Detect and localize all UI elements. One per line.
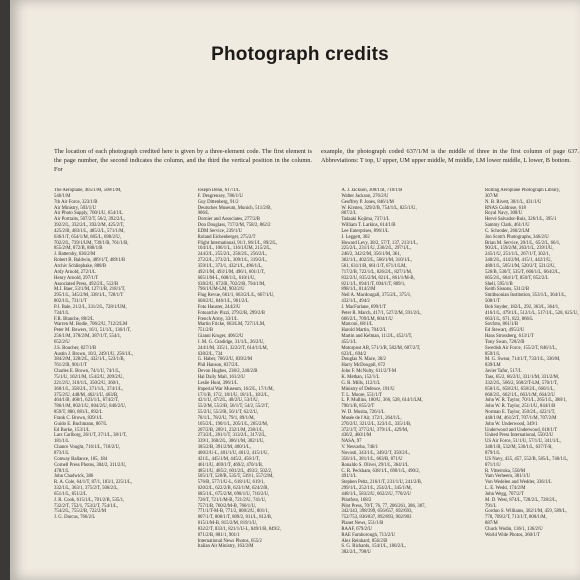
credit-entry: Lee Enterprises, 896/1/L: [341, 228, 389, 234]
credits-column-1: [54, 188, 154, 576]
credit-entry: F. Desgrenzey, 786/1/U: [197, 193, 243, 199]
credit-entry: Ardy Arnold, 272/1/L: [54, 269, 96, 275]
credit-entry: 665/2/L, 684/1/T, 850/T, 852/2/L: [484, 275, 549, 281]
credit-entry: 796/1/UM-LM, 903/2/U: [197, 287, 245, 293]
credit-entry: F.R. Blanche, 88/2/L: [54, 316, 94, 322]
credit-entry: 207/2/B, 209/1, 232/1/M, 238/1/L,: [197, 427, 265, 433]
credit-entry: Von Wedelen and Wedder, 336/1/L: [484, 480, 552, 486]
credit-entry: Chance Vought, 716/1/L, 718/2/U,: [54, 445, 121, 451]
credit-entry: 871/2/B, 881/1, 901/1: [197, 532, 240, 538]
credit-entry: 491/1/L: [341, 474, 357, 480]
credit-entry: 821/1/L, 694/1/T, 694/1/T, 809/1,: [341, 281, 406, 287]
credit-entry: RAAF, 679/2/U: [341, 526, 372, 532]
credit-entry: Geoffrey P. Jones, 846/1/M: [341, 199, 394, 205]
credit-entry: 245/1/U, 251/1/L, 267/1/T, 302/1,: [484, 252, 551, 258]
credit-entry: 375/2/U, 448/M, 462/1/U, 463/B,: [54, 392, 119, 398]
credit-entry: International News Photos, 655/2: [197, 538, 262, 544]
credit-entry: 332/2/L, 566/2, 568/2/T-LM, 570/1/T,: [484, 380, 558, 386]
credit-entry: Neil A. Macdougall, 375/2/L, 375/1,: [341, 293, 412, 299]
credit-entry: Novosti, 343/1/L, 349/2/T, 350/2/L,: [341, 450, 411, 456]
credit-entry: 485/1/U, 485/2, 601/2/L, 493/2, 502/2,: [197, 468, 273, 474]
intro-column-right: example, the photograph coded 637/1/M is the middle of three in the first column of page 637. Abbreviations: T top, U upper, UM upper middle, M middle, LM lower middle, L lower, B bottom.: [321, 148, 579, 164]
credit-entry: RNAS Culdrose, 618: [484, 205, 526, 211]
credit-entry: 638/2/U, 672/B, 702/2/B, 794/1/M,: [197, 281, 266, 287]
credit-entry: 256/1/M, 378/2/M, 387/1/T, 554/1,: [54, 334, 122, 340]
credit-entry: W. D. Musita, 726/1/L: [341, 410, 385, 416]
credits-column-4: [485, 188, 580, 576]
credit-entry: J. Battersby, 636/2/M: [54, 252, 96, 258]
credit-entry: Tadaaki Kojima, 737/1/L: [341, 217, 390, 223]
credit-entry: 340/2/L, 414/2/M, 415/1, 442/1/U,: [484, 258, 552, 264]
credit-entry: Martin Fricke, 663/LM, 727/1/LM,: [197, 322, 266, 328]
credit-entry: Joseph Denn, 617/1/L: [197, 188, 240, 193]
credit-entry: John F. McNulty, 611/2/T-M: [341, 369, 397, 375]
credit-entry: J. Leggett, 302: [341, 234, 370, 240]
credit-entry: 55/2/U, 55/2/B, 56/1/T, 62/2/U,: [197, 410, 259, 416]
credit-entry: J.S. Boucher, 827/1/B: [54, 345, 97, 351]
credit-entry: 906/L: [197, 211, 210, 217]
credit-entry: Jon Scott's Photographs, 346/2/U: [484, 234, 549, 240]
credit-entry: 802/1/L, 731/1/T: [54, 299, 87, 305]
credit-entry: 791/L: [484, 503, 497, 509]
credit-entry: 620/2/L, 622/2/B, 623/1/M, 624/2/B,: [197, 486, 269, 492]
credit-entry: John Wegg, 707/2/T: [484, 491, 524, 497]
credit-entry: Air Portraits, 507/2/T, 56/2, 392/2/L,: [54, 217, 125, 223]
credit-entry: 561, 631/1/B, 661/1/T, 671/1/LM,: [341, 263, 407, 269]
credit-entry: Musée de l'Air, 172/1, 264/1/L,: [341, 415, 402, 421]
credit-entry: 246/2, 342/2/M, 356/1/M, 361,: [341, 252, 401, 258]
credit-entry: 400/2/U-L, 401/1/U, 401/2, 415/1/U,: [197, 450, 269, 456]
credit-entry: 651/1/L, 851/2/L: [54, 491, 87, 497]
credit-entry: 855/2/M, 872/B, 888/1/B: [54, 246, 103, 252]
credit-entry: Howard Levy, 38/2, 57/T, 137, 213/1/L,: [341, 240, 418, 246]
credit-entry: Walter Jackson, 276/2/U: [341, 193, 389, 199]
credits-list: [54, 188, 580, 576]
credit-entry: 372/1/T, 377/2/U, 379/1/L, 429/M,: [341, 427, 409, 433]
credit-entry: Sammy Clark, 461/1/U: [484, 223, 530, 229]
credit-entry: 546/1/M: [54, 193, 71, 199]
credit-entry: 898/1/L, 814/2/M: [341, 287, 376, 293]
credit-entry: 702/2/L, 739/1/UM, 739/1/B, 761/1/B,: [54, 240, 129, 246]
credit-entry: Ronaldo S. Olivei, 29/1/L, 364/1/L: [341, 462, 409, 468]
credit-entry: 448/1/L, 583/2/U, 662/2/U, 770/2/U: [341, 491, 411, 497]
credit-entry: Douglas N. Mace, 30/2: [341, 357, 386, 363]
credit-entry: 385/2/B, 391/2/M, 400/1/L,: [197, 445, 251, 451]
credit-entry: 421/L, 445/1/M, 445/2, 456/1/T,: [197, 456, 260, 462]
credit-entry: N. B. Rivett, 38/1/L, 431/1/U: [484, 199, 542, 205]
credit-entry: 757/1/B, 760/2/M-B, 760/1/U,: [197, 503, 257, 509]
credit-entry: 448/1/M, 461/2/T, 707/1/M, 707/2/M: [484, 415, 557, 421]
credit-entry: 332/1/L, 363/1, 375/2/T, 508/2/L,: [54, 486, 119, 492]
credit-entry: 416/1/L, 479/1/L, 512/1/L, 517/1/L, 528, 625/U,: [484, 310, 579, 316]
credit-entry: G. Haber, 766/2/U, 839/2/M: [197, 357, 253, 363]
credit-entry: 348/1/B, 532/M, 536/1/L, 637/T-B,: [484, 445, 553, 451]
credit-entry: 636/1/T, 654/1/M, 685/L, 698/2/U,: [54, 234, 121, 240]
credit-entry: RAE Farnborough, 713/2/U: [341, 532, 396, 538]
credit-entry: 663/1/L, 671, 822, 866/L: [484, 316, 534, 322]
credit-entry: Javier Tafur, 517/L: [484, 369, 522, 375]
credit-entry: Hans Strossberg, 613/1/T: [484, 334, 534, 340]
credit-entry: 272/2/L, 273/2/L, 309/1/L, 319/2/L,: [197, 258, 267, 264]
credit-entry: L. E. Wedd, 174/2/M: [484, 486, 526, 492]
credit-entry: Leslie Hunt, 396/1/L: [197, 380, 238, 386]
credit-entry: M.J. Baer, 53/1/M, 127/1/B, 218/1/T,: [54, 287, 126, 293]
credit-entry: Bob Snyder, 182/L, 292, 363/L, 364/1,: [484, 304, 560, 310]
credit-entry: 307/M: [484, 193, 498, 199]
credit-entry: 105/2/L, 190/1/L, 205/1/L, 205/2/M,: [197, 421, 269, 427]
credit-entry: John W. R. Taylor, 251/1/U, 844/1/B: [484, 404, 556, 410]
credit-entry: 17/1/B, 17/2, 18/1/U, 18/1/L, 18/2/L,: [197, 392, 269, 398]
credit-entry: 761/2/B, 901/1/T: [54, 363, 88, 369]
credit-entry: 832/2/T, 833/1, 821/1/U-L, 849/1/B, 849/2,: [197, 526, 281, 532]
credit-entry: Ed Burke, 153/1/L: [54, 427, 90, 433]
credit-entry: Ed Stewart, 495/2/U: [484, 328, 525, 334]
credit-entry: Cornell Press Photos, 304/2, 311/2/U,: [54, 462, 127, 468]
credit-entry: 734/1/L: [54, 310, 70, 316]
credit-entry: 732/2/T, 752/1, 753/2/T, 754/1/L,: [54, 503, 119, 509]
credit-entry: Hervé Salvador-Ruiz, 326/1/L, 395/1: [484, 217, 557, 223]
credit-entry: Sovfoto, 861/1/B: [484, 322, 519, 328]
credit-entry: Italian Air Ministry, 163/2/M: [197, 544, 254, 550]
credit-entry: 7th Air Force, 323/1/B: [54, 199, 98, 205]
credit-entry: NASA, 97: [341, 439, 362, 445]
credit-entry: 359/1/L, 373/1, 432/1/L, 496/1/L,: [197, 263, 263, 269]
credit-entry: Pilotfoto, 168/2: [341, 497, 372, 503]
credit-entry: 754/2/L, 755/2/B, 722/2/M: [54, 509, 106, 515]
credit-entry: 859/T, 880, 881/L, 892/L: [54, 410, 103, 416]
credit-entry: Gordon S. Williams, 362/1/M, 459, 589/L,: [484, 509, 567, 515]
credit-entry: 299/1/L, 252/1/L, 254/2/L, 345/1/M,: [341, 486, 412, 492]
credit-entry: John Chadwick, 386: [54, 474, 94, 480]
credit-entry: T. L. Moore, 551/1/T: [341, 392, 382, 398]
credit-entry: 270/2/U, 321/2/L, 323/1/L, 335/1/B,: [341, 421, 412, 427]
credit-entry: R. Vitterroka, 550/M: [484, 468, 526, 474]
credit-entry: 384/2/M, 328/2/L, 432/1/L, 523/1/B,: [54, 357, 125, 363]
credit-entry: Vam Verheem, 301/1/U: [484, 474, 531, 480]
credit-entry: 382/2/L, 798/U: [341, 550, 371, 556]
credit-entry: Guy Dittenberg, 91/2: [197, 199, 239, 205]
credit-entry: William T. Larkins, 614/1/B: [341, 223, 396, 229]
credit-entry: Underwood and Underwood, 618/1/T: [484, 427, 558, 433]
credit-entry: Don Douglass, 717/2/M, 758/2, 862/2: [197, 223, 271, 229]
intro-column-left: The location of each photograph credited here is given by a three-element code. The first element is the page number, the second indicates the column, and the third the vertical position in the column. For: [54, 148, 312, 173]
credit-entry: 887/M: [484, 521, 498, 527]
credit-entry: 778, 709/2/T, 713/1/T, 808/1/M,: [484, 515, 547, 521]
credit-entry: 576/B, 577/1/U-L, 618/1/U, 619/1,: [197, 480, 265, 486]
credit-entry: 859/1/L: [484, 351, 501, 357]
credit-entry: R. A. Cole, 64/1/T, 87/1, 183/1, 225/1/L,: [54, 480, 133, 486]
credit-entry: 480/1/L, 505/1/M, 520/2/T, 521/2/U,: [484, 263, 556, 269]
credit-entry: Norman E. Taylor, 350/2/L, 422/1/T,: [484, 410, 556, 416]
credit-entry: World Wide Photos, 360/1/T: [484, 532, 540, 538]
credit-entry: 526/B, 530/T, 535/T, 660/1/L, 664/2/L,: [484, 269, 561, 275]
credit-entry: 717/2/B, 722/1/L, 826/2/L, 827/1/M,: [341, 269, 413, 275]
credit-entry: M. G. Swear, 714/1/T, 733/1/L, 336/M,: [484, 357, 561, 363]
credit-entry: 807/1/T, 808/1/T, 809/2, 811/L, 812/B,: [197, 515, 273, 521]
credit-entry: Harry McDougall, 672: [341, 363, 386, 369]
credit-entry: Ministry of Defence, 191/U: [341, 386, 395, 392]
credit-entry: 660/2/L, 662/1/L, 663/1/M, 664/2/U: [484, 392, 555, 398]
credit-entry: Flug Revue, 661/1, 663/2/L/L, 667/1/U,: [197, 293, 275, 299]
credit-entry: Dornier and Associates, 277/2/B: [197, 217, 261, 223]
credit-entry: W. Kirsten, 329/2/B, 754/1/L, 825/1/U,: [341, 205, 417, 211]
credit-entry: M. D. West, 874/L, 728/2/L, 728/2/L,: [484, 497, 558, 503]
credit-entry: 623/L, 694/2: [341, 351, 367, 357]
credit-entry: US Air Force, 51/1/U, 57/1/U, 341/1/L,: [484, 439, 561, 445]
credit-entry: 790/1/B, 855/2/T: [341, 404, 375, 410]
credit-entry: 752/753, 836/837, 892/893, 902/903: [341, 515, 412, 521]
credit-entry: 605/1/M-L, 608/1/L, 610/1/U,: [197, 275, 256, 281]
intro-paragraph: [54, 148, 579, 184]
credit-entry: The Aeroplane, 405/1/M, 508/1/M,: [54, 188, 122, 193]
credit-entry: Peter M. Bowers, 16/1, 51/1/L, 136/1/T,: [54, 328, 131, 334]
credits-column-3: [341, 188, 441, 576]
credit-entry: Austin J. Brown, 10/2, 249/1/U, 256/1/L,: [54, 351, 134, 357]
credit-entry: Brian M. Service, 20/1/L, 65/2/L, 66/1,: [484, 240, 561, 246]
credit-entry: 432/1/L, 494/2: [341, 299, 370, 305]
credit-entry: Deutsches Museum, Munich, 511/2/B,: [197, 205, 272, 211]
credit-entry: Archiv Schliephake, 888/B: [54, 263, 107, 269]
credit-entry: S. G. Richards, 154/1/L, 180/2/L,: [341, 544, 406, 550]
credit-entry: Peter R. March, 417/1, 527/2/M, 591/2/L,: [341, 310, 422, 316]
credit-entry: 362/1/L, 402/2/L, 566/1/M, 310/1/L,: [341, 258, 412, 264]
credit-entry: Pilot Press, 70/T, 76, 77, 206/261, 386, 387,: [341, 503, 426, 509]
credit-entry: Marconi, 68/1/L: [341, 322, 373, 328]
credit-entry: J. R. Cook, 615/1/L, 701/2/B, 535/1,: [54, 497, 125, 503]
credit-entry: 867/2/L: [341, 211, 357, 217]
credit-entry: Frank C. Brown, 839/1/L: [54, 415, 103, 421]
credit-entry: 90/2/L, 159/2/M, 263/1/L, 239/1/U,: [484, 246, 554, 252]
credit-entry: 244/1/M, 335/1, 322/2/T, 614/1/LM,: [197, 345, 268, 351]
credit-entry: 492/1/M, 493/1/M, 496/1, 601/1/T,: [197, 269, 265, 275]
credit-entry: Stephen Peltz, 216/1/T, 231/1/U, 241/2/B,: [341, 480, 422, 486]
credit-entry: 652/2/U: [54, 339, 70, 345]
credit-entry: 360/1/L, 358/2/L, 371/1/L, 374/1/L,: [54, 386, 124, 392]
credit-entry: 668/2/U, 846/1/L, 901/2/L: [197, 299, 249, 305]
page-title: Photograph credits: [211, 44, 389, 65]
credit-entry: 464/1/B, 468/1, 623/1/L, 674/2/T,: [54, 398, 119, 404]
credit-entry: Swedish Air Force, 155/2/T, 846/1/L,: [484, 345, 557, 351]
credit-entry: L. P. Mullins, 180/U, 366, 528, 614/1/LM,: [341, 398, 423, 404]
credit-entry: Flight International, 91/1, 86/1/L, 89/2/L,: [197, 240, 278, 246]
credit-entry: 478/1/L: [54, 468, 70, 474]
credit-entry: 55/2/M, 55/2/B, 56/1/T, 54/2, 55/2/T,: [197, 404, 270, 410]
credit-entry: EDM Service, 239/1/U: [197, 228, 243, 234]
credit-entry: 273/2/L, 281/1/T, 313/2/L, 317/2/L,: [197, 433, 267, 439]
credit-entry: Air Photo Supply, 700/1/U, 654/1/L: [54, 211, 123, 217]
credit-entry: Royal Navy, 308/U: [484, 211, 523, 217]
credit-entry: 295/1/L, 345/2/M, 338/1/L, 728/1/T: [54, 293, 124, 299]
credit-entry: John W. R. Taylor, 70/1/L, 265/1/L, 388/1,: [484, 398, 567, 404]
credit-entry: 638/2/L, 734: [197, 351, 223, 357]
credit-entry: Devon Hughes, 238/2, 240/2/B: [197, 369, 258, 375]
credit-entry: 879/1/L: [484, 450, 501, 456]
credit-entry: Conway Ballance, 185, 184: [54, 456, 108, 462]
credit-entry: 104/1/L, 106/1/L, 116/1/UM, 215/2/L,: [197, 246, 272, 252]
credit-entry: Martin and Kelman, 11/2/L, 452/1/T,: [341, 334, 413, 340]
credit-entry: Tony Swan, 720/2/B: [484, 339, 525, 345]
credits-column-2: [198, 188, 298, 576]
credit-entry: Shell, 595/1/B: [484, 281, 513, 287]
credit-entry: 221/2/U, 310/1/L, 350/2/U, 360/1,: [54, 380, 120, 386]
credit-entry: Imperial War Museum, 16/2/L, 17/1/M,: [197, 386, 274, 392]
credit-entry: Roland Eichenberger, 275/2/T: [197, 234, 256, 240]
credit-entry: French Army, 33/1/L: [197, 316, 238, 322]
credit-entry: Warren M. Bodie, 706/2/U, 712/2/LM: [54, 322, 128, 328]
credit-entry: 771/1/T-M-B, 771/2, 800/2/U, 801/1,: [197, 509, 270, 515]
credit-entry: Rolling Aeroplane Photograph Library,: [484, 188, 561, 193]
credit-entry: Lars Carlborg, 26/1/T, 37/1/L, 38/1/T,: [54, 433, 127, 439]
credit-entry: Planet News, 551/1/B: [341, 521, 384, 527]
credit-entry: 342/343, 398/399, 656/657, 692/693,: [341, 509, 413, 515]
credit-entry: Robert B. Baldwin, 489/1/T, 489/1/B: [54, 258, 126, 264]
credit-entry: 356/1/L, 381/1/L, 663/B, 871/U: [341, 456, 403, 462]
credit-entry: 685/1/L, 675/2/M, 698/1/U, 716/2/U,: [197, 491, 270, 497]
credit-entry: Harold Martin, 704/2/L: [341, 328, 387, 334]
credit-entry: J. G. Darcus, 766/2/L: [54, 515, 96, 521]
credit-entry: 786/1/M, 802/1/U, 804/2/U, 840/2/U,: [54, 404, 127, 410]
credit-entry: J. M. G. Gradidge, 31/1/L, 26/2/U,: [197, 339, 265, 345]
credit-entry: P.J. Bale, 21/2/L, 331/2/L, 728/1/UM,: [54, 304, 127, 310]
credit-entry: Smithsonian Institution, 353/1/L, 364/1/L,: [484, 293, 567, 299]
credit-entry: Associated Press, 492/2/L, 512/B: [54, 281, 119, 287]
credit-entry: 244/2/L, 255/2/L, 256/2/L, 256/2/L,: [197, 252, 267, 258]
credit-entry: Guido E. Buchmann, 867/L: [54, 421, 108, 427]
credit-entry: Keith Sissons, 531/2/B: [484, 287, 530, 293]
credit-entry: 815/1/M-B, 815/2/M, 819/1/U,: [197, 521, 258, 527]
credit-entry: United Press International, 550/2/U: [484, 433, 554, 439]
credit-entry: 78/1/L, 78/2/U, 79/1, 89/1/M,: [197, 415, 255, 421]
credit-entry: 871/1/U: [484, 462, 501, 468]
credit-entry: 339/1, 360/2/L, 386/1/M, 382/1/U,: [197, 439, 265, 445]
credit-entry: C. R. Peckham, 638/1/L, 690/1/L, 490/2,: [341, 468, 420, 474]
credit-entry: 508/1/T: [484, 299, 501, 305]
credit-entry: J. MacFarlane, 699/1/T: [341, 304, 387, 310]
credit-entry: Chuck Wodin, 136/1, 136/2/U: [484, 526, 543, 532]
credit-entry: 832/2/U, 835/2/M, 821/L, 861/1/M-B,: [341, 275, 415, 281]
credit-entry: G. B. Mills, 112/1/L: [341, 380, 381, 386]
credit-entry: Air Ministry, 503/1/U: [54, 205, 96, 211]
credit-entry: K. Methan, 152/1/L: [341, 375, 380, 380]
credit-entry: John W. Underwood, 349/1: [484, 421, 538, 427]
credit-entry: Fotoarchiv Pizzi, 279/2/B, 299/2/B: [197, 310, 265, 316]
credit-entry: Motorpost AB, 571/1/B, 582/M, 607/2/T,: [341, 345, 421, 351]
credit-entry: Henry Arnold, 297/1/T: [54, 275, 99, 281]
credit-entry: 392/2/L, 332/2/L, 392/2/M, 425/2/T,: [54, 223, 125, 229]
credit-entry: Charles E. Brown, 74/1/U, 74/1/L,: [54, 369, 121, 375]
credit-entry: 42/1/U, 47/2/L, 48/2/U, 53/1/U,: [197, 398, 259, 404]
credit-entry: 181/1/L: [54, 439, 70, 445]
credit-entry: 425/2/B, 483/1/L, 485/2/L, 571/1/M,: [54, 228, 125, 234]
credit-entry: 455/1/L: [341, 339, 357, 345]
credit-entry: 726/T, 721/1/M-B, 721/2/U, 741/U,: [197, 497, 267, 503]
credit-entry: 436/2, 460/1/M: [341, 433, 372, 439]
credit-entry: Foto Hauster, 244/2/U: [197, 304, 241, 310]
credit-entry: 505/1/T, 528/B, 535/T, 539/1, 557/2/M,: [197, 474, 274, 480]
credit-entry: V. Nesvarba, 746/1: [341, 445, 378, 451]
book-page: [10, 0, 580, 580]
credit-entry: 650/1/L, 658/2/U, 658/2/L, 660/1/L,: [484, 386, 555, 392]
credit-entry: Tass, 65/2, 66/2/U, 331/1/M, 331/2/M,: [484, 375, 560, 380]
credit-entry: 839/LM: [484, 363, 501, 369]
credit-entry: C. Schroder, 260/2/LM: [484, 228, 530, 234]
credit-entry: A. J. Jackson, 308/1/B, 718/1/B: [341, 188, 403, 193]
credit-entry: Hal Daily Mail, 161/2/U: [197, 375, 245, 380]
credit-entry: 75/1/U, 102/1/M, 154/2/U, 209/2/U,: [54, 375, 124, 380]
credit-entry: US Navy, 435, 457, 552/B, 585/L, 740/1/L,: [484, 456, 569, 462]
credit-entry: 461/1/U, 469/1/T, 469/2, 470/1/B,: [197, 462, 263, 468]
credit-entry: 873/1/L: [54, 450, 70, 456]
credit-entry: Phil Hanson, 837/2/L: [197, 363, 239, 369]
credit-entry: Alex Reinhard, 856/2/B: [341, 538, 388, 544]
credit-entry: Gianni Kruger, 406/2/U: [197, 334, 244, 340]
credit-entry: 225/2/L, 231/1/U, 236/2/L, 297/1/L,: [341, 246, 411, 252]
credit-entry: 666/2/L, 709/LM, 804/1/U: [341, 316, 393, 322]
credit-entry: 751/2/B: [197, 328, 214, 334]
